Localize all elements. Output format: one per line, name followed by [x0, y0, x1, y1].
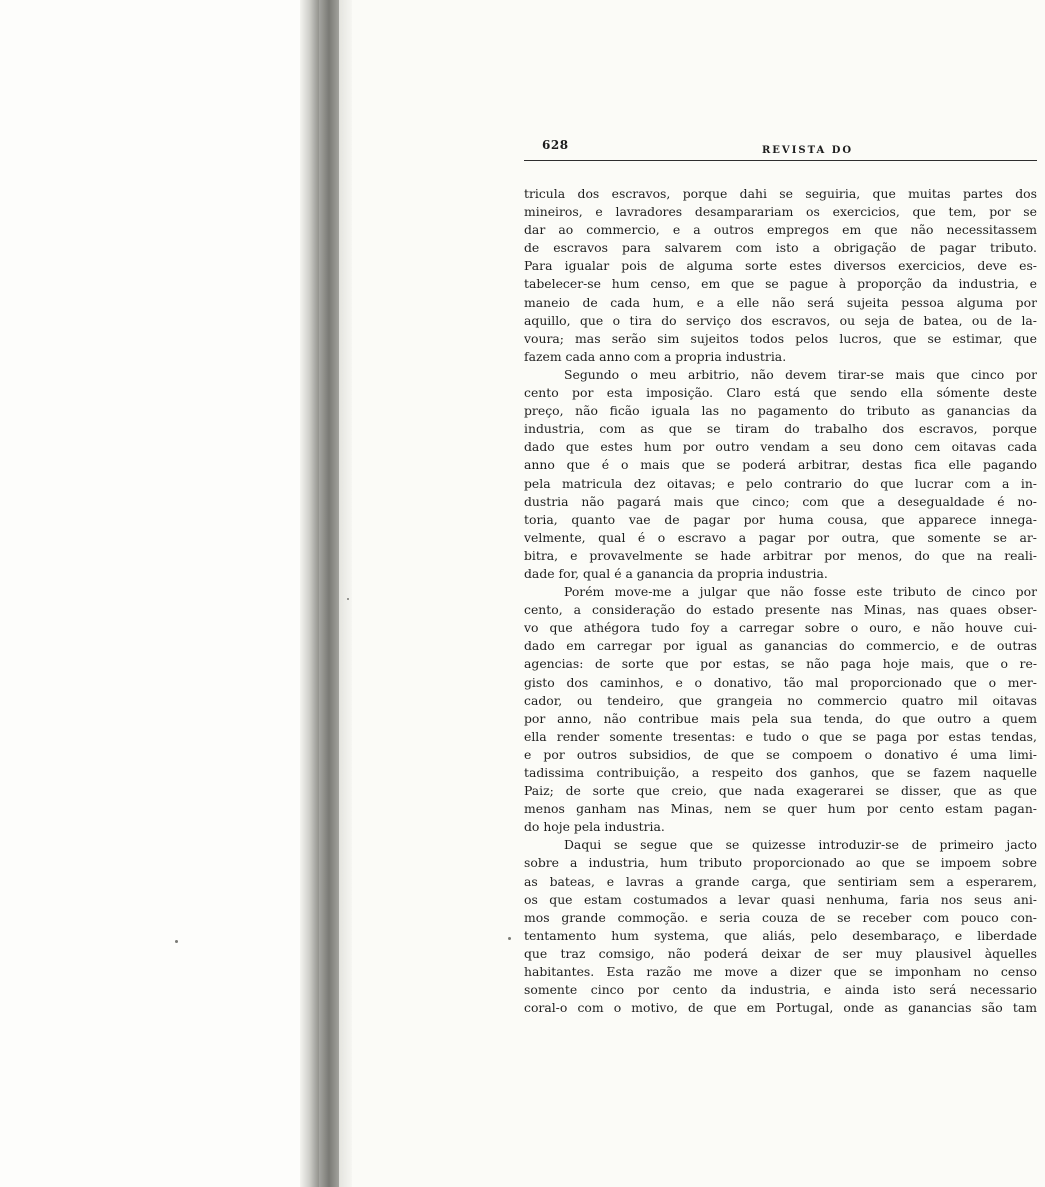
text-line: Porém move-me a julgar que não fosse este tributo de cinco por: [564, 584, 1037, 600]
text-line: agencias: de sorte que por estas, se não paga hoje mais, que o re-: [524, 656, 1037, 672]
text-line: vo que athégora tudo foy a carregar sobre o ouro, e não houve cui-: [524, 620, 1037, 636]
text-line: anno que é o mais que se poderá arbitrar, destas fica elle pagando: [524, 457, 1037, 473]
page-number: 628: [542, 138, 569, 152]
text-line: dustria não pagará mais que cinco; com que a desegualdade é no-: [524, 493, 1037, 509]
text-line: tadissima contribuição, a respeito dos ganhos, que se fazem naquelle: [524, 765, 1037, 780]
text-line: menos ganham nas Minas, nem se quer hum por cento estam pagan-: [524, 801, 1037, 817]
text-line: dar ao commercio, e a outros empregos em que não necessitassem: [524, 222, 1037, 238]
text-line: do hoje pela industria.: [524, 819, 665, 835]
paper-speck: [508, 937, 511, 940]
text-line: as bateas, e lavras a grande carga, que sentiriam sem a esperarem,: [524, 873, 1037, 889]
text-line: tabelecer-se hum censo, em que se pague à proporção da industria, e: [524, 276, 1037, 292]
text-line: maneio de cada hum, e a elle não será sujeita pessoa alguma por: [524, 294, 1037, 310]
text-line: habitantes. Esta razão me move a dizer que se imponham no censo: [524, 964, 1037, 980]
text-line: mos grande commoção. e seria couza de se receber com pouco con-: [524, 909, 1037, 925]
text-line: voura; mas serão sim sujeitos todos pelos lucros, que se estimar, que: [524, 330, 1037, 346]
paper-speck: [175, 940, 178, 943]
text-line: fazem cada anno com a propria industria.: [524, 348, 787, 364]
text-line: por anno, não contribue mais pela sua tenda, do que outro a quem: [524, 710, 1037, 726]
text-line: Segundo o meu arbitrio, não devem tirar-se mais que cinco por: [564, 366, 1037, 382]
text-line: aquillo, que o tira do serviço dos escravos, ou seja de batea, ou de la-: [524, 312, 1037, 328]
text-line: bitra, e provavelmente se hade arbitrar por menos, do que na reali-: [524, 547, 1037, 563]
text-line: velmente, qual é o escravo a pagar por outra, que somente se ar-: [524, 529, 1037, 545]
text-line: e por outros subsidios, de que se compoem o donativo é uma limi-: [524, 746, 1037, 762]
text-line: Daqui se segue que se quizesse introduzir-se de primeiro jacto: [564, 837, 1037, 853]
text-line: Paiz; de sorte que creio, que nada exagerarei se disser, que as que: [524, 783, 1037, 799]
facing-page-blank: [0, 0, 318, 1187]
text-line: mineiros, e lavradores desamparariam os exercicios, que tem, por se: [524, 204, 1037, 220]
text-line: coral-o com o motivo, de que em Portugal, onde as ganancias são tam: [524, 1000, 1037, 1016]
text-line: somente cinco por cento da industria, e ainda isto será necessario: [524, 982, 1037, 998]
text-line: pela matricula dez oitavas; e pelo contrario do que lucrar com a in-: [524, 475, 1037, 491]
paper-speck: [347, 598, 349, 600]
text-line: sobre a industria, hum tributo proporcionado ao que se impoem sobre: [524, 855, 1037, 871]
running-head: REVISTA DO: [762, 145, 854, 156]
text-line: toria, quanto vae de pagar por huma cousa, que apparece innega-: [524, 511, 1037, 527]
text-line: dado em carregar por igual as ganancias do commercio, e de outras: [524, 638, 1037, 654]
text-line: cento por esta imposição. Claro está que sendo ella sómente deste: [524, 385, 1037, 401]
text-line: tricula dos escravos, porque dahi se seguiria, que muitas partes dos: [524, 186, 1037, 201]
text-line: industria, com as que se tiram do trabalho dos escravos, porque: [524, 421, 1037, 437]
text-line: dado que estes hum por outro vendam a seu dono cem oitavas cada: [524, 439, 1037, 455]
text-line: preço, não ficão iguala las no pagamento do tributo as ganancias da: [524, 403, 1037, 419]
text-line: cador, ou tendeiro, que grangeia no commercio quatro mil oitavas: [524, 692, 1037, 708]
text-line: os que estam costumados a levar quasi nenhuma, faria nos seus ani-: [524, 891, 1037, 907]
text-line: gisto dos caminhos, e o donativo, tão mal proporcionado que o mer-: [524, 674, 1037, 690]
text-line: Para igualar pois de alguma sorte estes diversos exercicios, deve es-: [524, 258, 1037, 274]
book-page: [524, 130, 1037, 1017]
body-text: [524, 185, 1037, 1017]
text-line: que traz comsigo, não poderá deixar de ser muy plausivel àquelles: [524, 945, 1037, 961]
page-header: [524, 130, 1037, 161]
text-line: de escravos para salvarem com isto a obrigação de pagar tributo.: [524, 240, 1037, 256]
text-line: tentamento hum systema, que aliás, pelo desembaraço, e liberdade: [524, 927, 1037, 943]
book-spine-shadow: [319, 0, 339, 1187]
text-line: dade for, qual é a ganancia da propria industria.: [524, 565, 828, 581]
text-line: cento, a consideração do estado presente nas Minas, nas quaes obser-: [524, 602, 1037, 618]
text-line: ella render somente tresentas: e tudo o que se paga por estas tendas,: [524, 728, 1037, 744]
